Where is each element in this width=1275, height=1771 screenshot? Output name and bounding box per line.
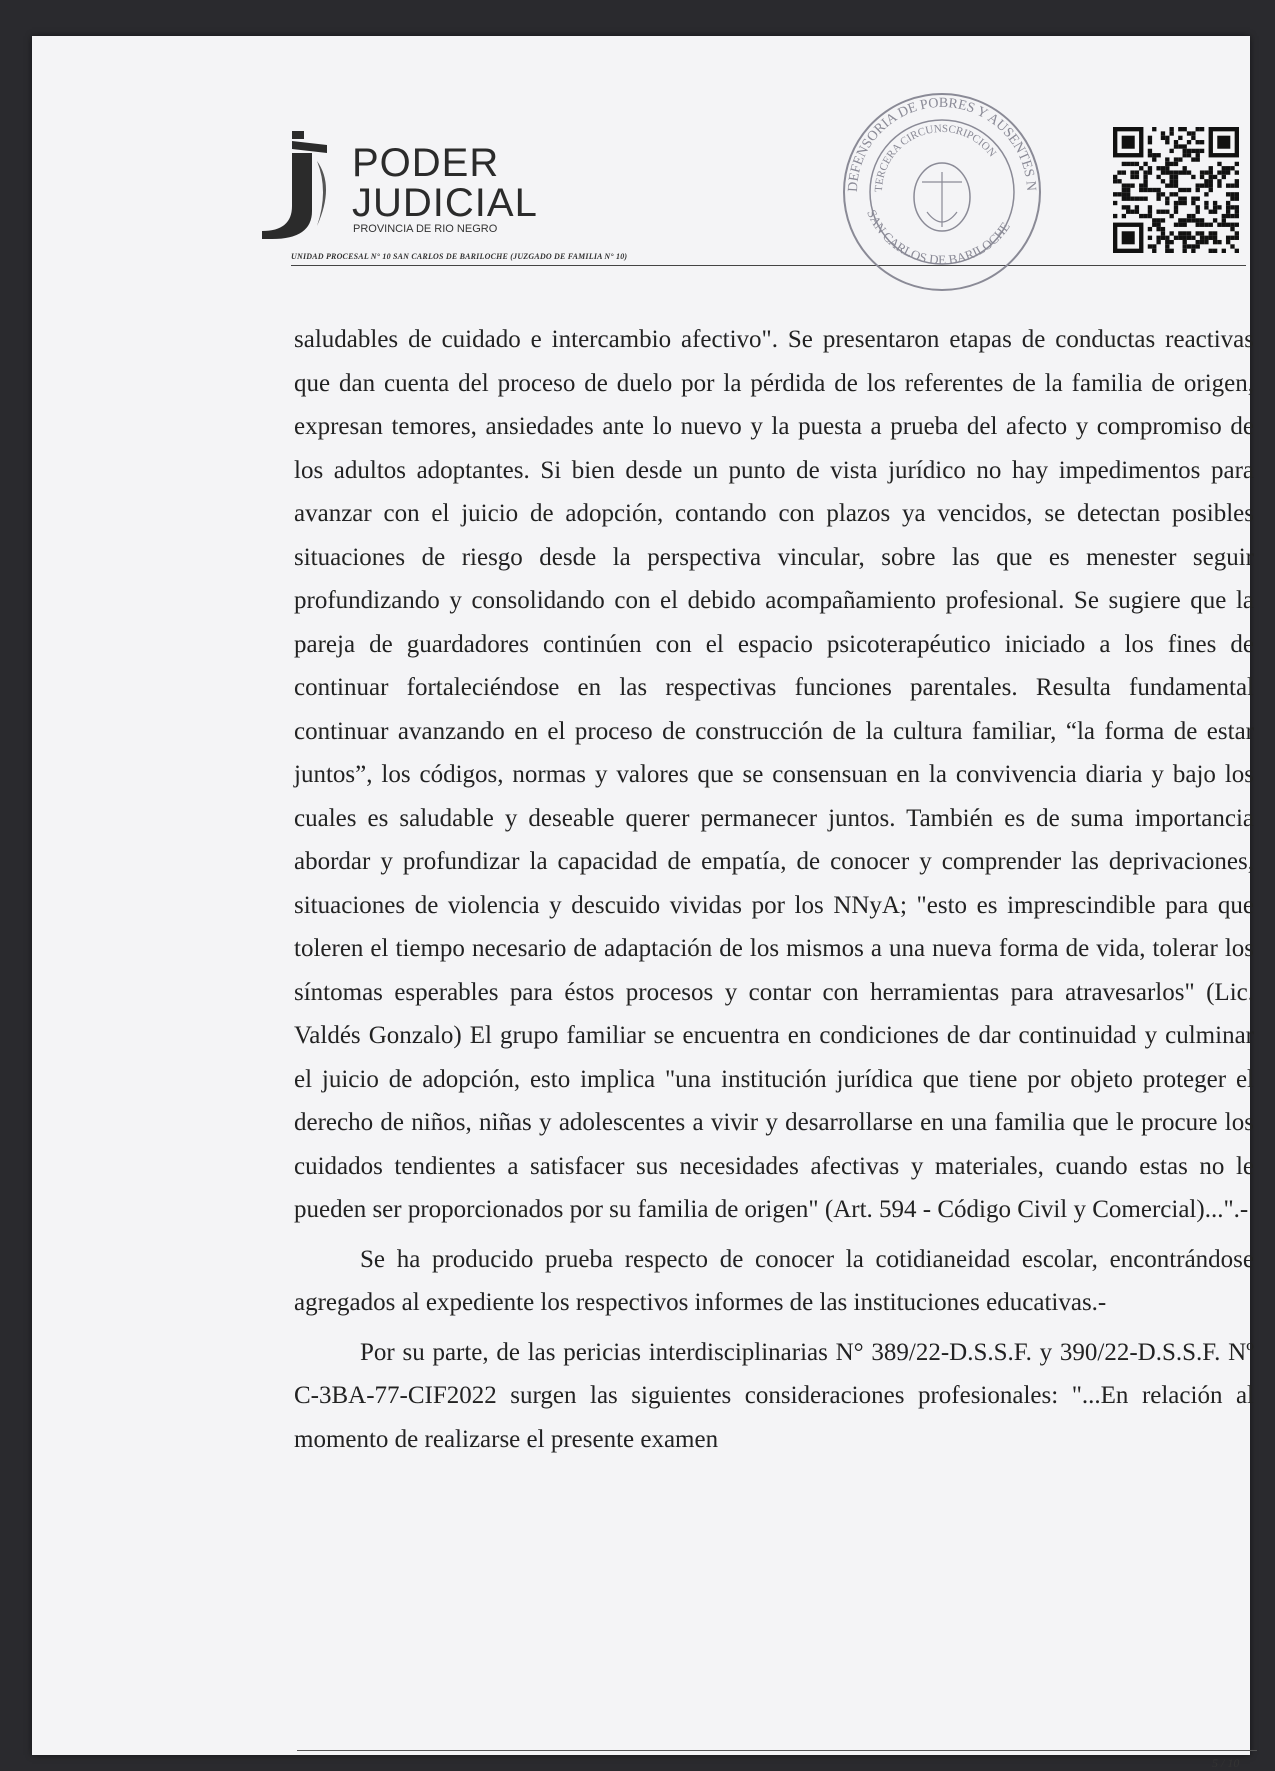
- seal-outer-text: DEFENSORIA DE POBRES Y AUSENTES N: [845, 95, 1039, 193]
- paragraph: Se ha producido prueba respecto de conocer la cotidianeidad escolar, encontrándose agregados al expediente los respectivos informes de las instituciones educativas.-: [294, 1245, 1254, 1316]
- logo-word-judicial: JUDICIAL: [352, 181, 538, 225]
- logo-emblem-icon: [257, 131, 347, 241]
- qr-code-icon: [1113, 124, 1239, 256]
- qr-code: [1113, 124, 1239, 256]
- paragraph: saludables de cuidado e intercambio afectivo". Se presentaron etapas de conductas reactivas que dan cuenta del proceso de duelo por la pérdida de los referentes de la familia de origen, expresan temores, ansiedades ante lo nuevo y la puesta a prueba del afecto y compromiso de los adultos adoptantes. Si bien desde un punto de vista jurídico no hay impedimentos para avanzar con el juicio de adopción, contando con plazos ya vencidos, se detectan posibles situaciones de riesgo desde la perspectiva vincular, sobre las que es menester seguir profundizando y consolidando con el debido acompañamiento profesional. Se sugiere que la pareja de guardadores continúen con el espacio psicoterapéutico iniciado a los fines de continuar fortaleciéndose en las respectivas funciones parentales. Resulta fundamental continuar avanzando en el proceso de construcción de la cultura familiar, “la forma de estar juntos”, los códigos, normas y valores que se consensuan en la convivencia diaria y bajo los cuales es saludable y deseable querer permanecer juntos. También es de suma importancia abordar y profundizar la capacidad de empatía, de conocer y comprender las deprivaciones, situaciones de violencia y descuido vividas por los NNyA; "esto es imprescindible para que toleren el tiempo necesario de adaptación de los mismos a una nueva forma de vida, tolerar los síntomas esperables para éstos procesos y contar con herramientas para atravesarlos" (Lic. Valdés Gonzalo) El grupo familiar se encuentra en condiciones de dar continuidad y culminar el juicio de adopción, esto implica "una institución jurídica que tiene por objeto proteger el derecho de niños, niñas y adolescentes a vivir y desarrollarse en una familia que le procure los cuidados tendientes a satisfacer sus necesidades afectivas y materiales, cuando estas no le pueden ser proporcionados por su familia de origen" (Art. 594 - Código Civil y Comercial)...".-: [294, 326, 1254, 1223]
- seal-inner-text: TERCERA CIRCUNSCRIPCION: [872, 122, 999, 193]
- seal-bottom-text: SAN CARLOS DE BARILOCHE: [864, 207, 1013, 268]
- header-divider: [291, 265, 1246, 266]
- svg-text:SAN CARLOS DE BARILOCHE: [864, 207, 1013, 267]
- footer-divider: [297, 1750, 1257, 1751]
- court-seal-stamp: [837, 72, 1047, 312]
- logo-word-poder: PODER: [352, 141, 500, 185]
- paragraph: Por su parte, de las pericias interdisciplinarias N° 389/22-D.S.S.F. y 390/22-D.S.S.F. Nº C-3BA-77-CIF2022 surgen las siguientes consideraciones profesionales: "...En relación al momento de realizarse el presente examen: [294, 1338, 1254, 1453]
- logo-province: PROVINCIA DE RIO NEGRO: [353, 223, 498, 235]
- document-page: [32, 36, 1254, 1770]
- document-body: [294, 318, 1254, 1461]
- page-number: 5 / 10: [1212, 1756, 1240, 1770]
- poder-judicial-logo: [257, 131, 557, 241]
- unit-header: UNIDAD PROCESAL N° 10 SAN CARLOS DE BARILOCHE (JUZGADO DE FAMILIA N° 10): [291, 252, 628, 261]
